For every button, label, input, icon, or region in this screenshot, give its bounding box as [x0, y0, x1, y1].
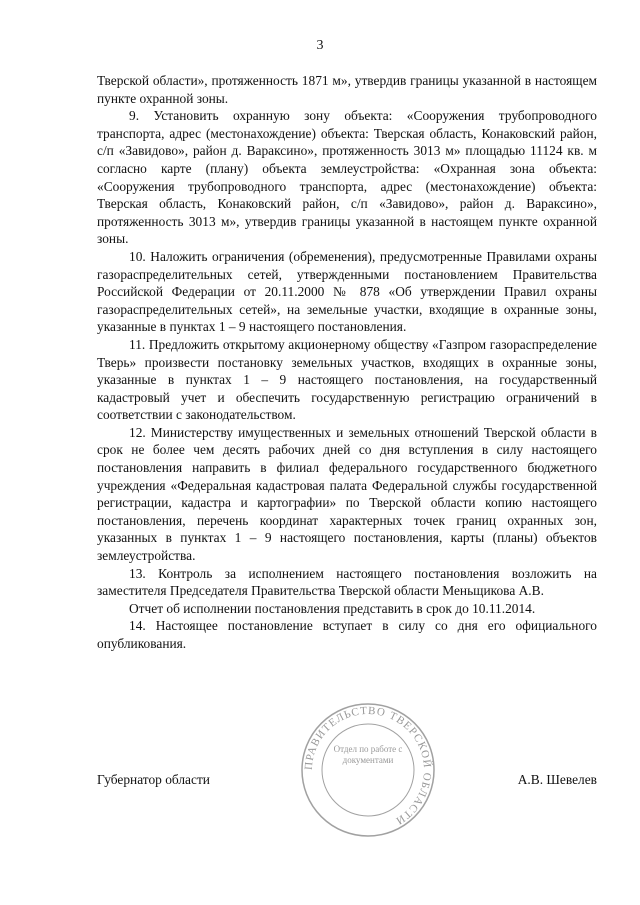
paragraph-item-12: 12. Министерству имущественных и земельных отношений Тверской области в срок не более чем десять рабочих дней со дня вступления в силу настоящего постановления направить в филиал федерального государственного бюджетного учреждения «Федеральная кадастровая палата Федеральной службы государственной регистрации, кадастра и картографии» по Тверской области копию настоящего постановления, перечень координат характерных точек границ охранных зон, указанных в пунктах 1 – 9 настоящего постановления, карты (планы) объектов землеустройства. [97, 424, 597, 564]
official-stamp [298, 700, 438, 840]
paragraph-report: Отчет об исполнении постановления представить в срок до 10.11.2014. [129, 600, 536, 616]
paragraph-item-13: 13. Контроль за исполнением настоящего постановления возложить на заместителя Председателя Правительства Тверской области Меньщикова А.В. [97, 565, 597, 599]
paragraph-item-11: 11. Предложить открытому акционерному обществу «Газпром газораспределение Тверь» произвести постановку земельных участков, входящих в охранные зоны, указанные в пунктах 1 – 9 настоящего постановления, на государственный кадастровый учет и обеспечить государственную регистрацию ограничений в соответствии с законодательством. [97, 336, 597, 423]
document-body [97, 72, 597, 653]
stamp-outer-text: ПРАВИТЕЛЬСТВО ТВЕРСКОЙ ОБЛАСТИ [302, 704, 434, 828]
paragraph-continuation: Тверской области», протяженность 1871 м», утвердив границы указанной в настоящем пункте охранной зоны. [97, 73, 597, 106]
paragraph-item-9: 9. Установить охранную зону объекта: «Сооружения трубопроводного транспорта, адрес (местонахождение) объекта: Тверская область, Конаковский район, с/п «Завидово», район д. Вараксино», протяженность 3013 м» площадью 11124 кв. м согласно карте (плану) объекта землеустройства: «Охранная зона объекта: «Сооружения трубопроводного транспорта, адрес (местонахождение) объекта: Тверская область, Конаковский район, с/п «Завидово», район д. Вараксино», протяженность 3013 м», утвердив границы указанной в настоящем пункте охранной зоны. [97, 108, 597, 247]
signatory-position: Губернатор области [97, 772, 210, 787]
signatory-name: А.В. Шевелев [517, 772, 597, 787]
paragraph-item-10: 10. Наложить ограничения (обременения), предусмотренные Правилами охраны газораспределительных сетей, утвержденными постановлением Правительства Российской Федерации от 20.11.2000 № 878 «Об утверждении Правил охраны газораспределительных сетей», на земельные участки, входящие в охранные зоны, указанные в пунктах 1 – 9 настоящего постановления. [97, 248, 597, 335]
page-number: 3 [316, 38, 324, 53]
stamp-inner-text: Отдел по работе с документами [333, 744, 403, 765]
paragraph-item-14: 14. Настоящее постановление вступает в силу со дня его официального опубликования. [97, 618, 597, 651]
